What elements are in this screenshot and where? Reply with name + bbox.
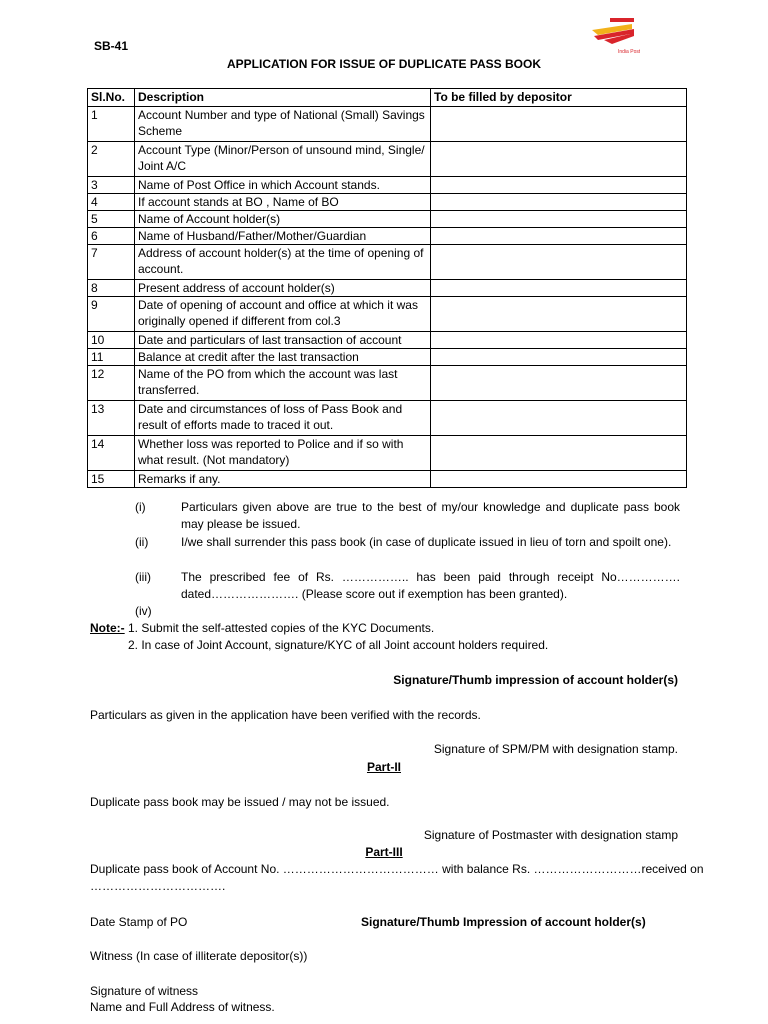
document-title: APPLICATION FOR ISSUE OF DUPLICATE PASS BOOK [226,57,541,71]
witness-label: Witness (In case of illiterate depositor(s)) [90,949,308,963]
declaration-text: The prescribed fee of Rs. …………….. has been paid through receipt No……………. dated…………………. (Please score out if exemption has been granted). [181,570,680,601]
depositor-input-cell[interactable] [431,228,687,245]
form-table [87,88,687,488]
row-description: Date and circumstances of loss of Pass Book and result of efforts made to traced it out. [135,401,431,436]
table-row [88,349,687,366]
row-description: Present address of account holder(s) [135,280,431,297]
table-row [88,211,687,228]
row-description: Date and particulars of last transaction of account [135,332,431,349]
depositor-input-cell[interactable] [431,107,687,142]
row-description: Balance at credit after the last transaction [135,349,431,366]
row-number: 3 [88,177,135,194]
part-ii-title: Part-II [366,760,401,774]
depositor-input-cell[interactable] [431,471,687,488]
table-row [88,297,687,332]
header-depositor: To be filled by depositor [431,89,687,107]
row-description: Name of Husband/Father/Mother/Guardian [135,228,431,245]
declaration-text: Particulars given above are true to the best of my/our knowledge and duplicate pass book may please be issued. [181,500,680,531]
date-stamp-label: Date Stamp of PO [90,915,188,929]
part-iii-line-2: ……………………………. [90,879,226,893]
depositor-input-cell[interactable] [431,297,687,332]
declaration-number: (iv) [135,604,152,618]
row-description: Account Type (Minor/Person of unsound mind, Single/ Joint A/C [135,142,431,177]
table-row [88,142,687,177]
declaration-text: I/we shall surrender this pass book (in case of duplicate issued in lieu of torn and spoilt one). [181,535,672,549]
header-sl-no: Sl.No. [88,89,135,107]
logo-text: India Post [618,49,640,55]
table-row [88,228,687,245]
depositor-input-cell[interactable] [431,211,687,228]
row-number: 7 [88,245,135,280]
note-label: Note:- [90,621,125,635]
form-code: SB-41 [94,39,129,53]
witness-address-label: Name and Full Address of witness. [90,1000,275,1014]
row-number: 5 [88,211,135,228]
declaration-item [135,499,680,533]
declaration-number: (iii) [135,570,151,584]
header-description: Description [135,89,431,107]
row-description: Whether loss was reported to Police and if so with what result. (Not mandatory) [135,436,431,471]
row-description: Name of Account holder(s) [135,211,431,228]
row-number: 12 [88,366,135,401]
table-row [88,436,687,471]
table-row [88,107,687,142]
table-row [88,280,687,297]
depositor-input-cell[interactable] [431,436,687,471]
row-description: Name of the PO from which the account was last transferred. [135,366,431,401]
verified-text: Particulars as given in the application have been verified with the records. [90,708,481,722]
row-description: Address of account holder(s) at the time of opening of account. [135,245,431,280]
declaration-item [135,603,680,620]
declaration-item [135,534,680,568]
row-description: If account stands at BO , Name of BO [135,194,431,211]
row-number: 11 [88,349,135,366]
row-number: 10 [88,332,135,349]
signature-spm: Signature of SPM/PM with designation stamp. [433,742,678,756]
row-number: 2 [88,142,135,177]
row-description: Account Number and type of National (Small) Savings Scheme [135,107,431,142]
witness-signature-label: Signature of witness [90,984,199,998]
row-description: Date of opening of account and office at which it was originally opened if different from col.3 [135,297,431,332]
row-number: 1 [88,107,135,142]
depositor-input-cell[interactable] [431,245,687,280]
row-number: 13 [88,401,135,436]
note-line-1 [90,621,434,635]
depositor-input-cell[interactable] [431,366,687,401]
logo-hindi-text-mark [610,18,634,22]
note-text-1: 1. Submit the self-attested copies of the KYC Documents. [124,621,435,635]
india-post-logo [588,16,640,56]
row-description: Name of Post Office in which Account stands. [135,177,431,194]
table-row [88,401,687,436]
row-description: Remarks if any. [135,471,431,488]
depositor-input-cell[interactable] [431,142,687,177]
part-iii-line-1: Duplicate pass book of Account No. ………………………………… with balance Rs. ………………………received on [90,862,704,876]
row-number: 15 [88,471,135,488]
declaration-number: (i) [135,500,146,514]
part-iii-title: Part-III [365,845,403,859]
signature-thumb-impression: Signature/Thumb Impression of account holder(s) [361,915,646,929]
table-row [88,194,687,211]
row-number: 9 [88,297,135,332]
table-row [88,471,687,488]
declaration-number: (ii) [135,535,149,549]
table-header-row [88,89,687,107]
depositor-input-cell[interactable] [431,332,687,349]
depositor-input-cell[interactable] [431,401,687,436]
table-row [88,332,687,349]
part-ii-text: Duplicate pass book may be issued / may not be issued. [90,795,390,809]
depositor-input-cell[interactable] [431,177,687,194]
depositor-input-cell[interactable] [431,194,687,211]
row-number: 8 [88,280,135,297]
note-text-2: 2. In case of Joint Account, signature/KYC of all Joint account holders required. [128,638,549,652]
table-row [88,245,687,280]
depositor-input-cell[interactable] [431,349,687,366]
row-number: 4 [88,194,135,211]
signature-postmaster: Signature of Postmaster with designation stamp [423,828,678,842]
declaration-item [135,569,680,603]
signature-account-holder: Signature/Thumb impression of account holder(s) [393,673,678,687]
row-number: 14 [88,436,135,471]
table-row [88,177,687,194]
depositor-input-cell[interactable] [431,280,687,297]
row-number: 6 [88,228,135,245]
table-row [88,366,687,401]
